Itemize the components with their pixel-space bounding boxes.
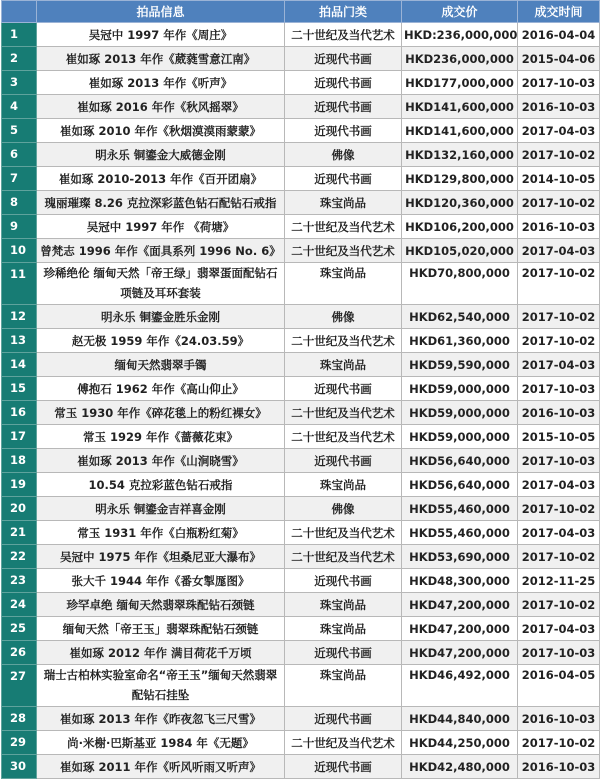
table-row [2,707,600,731]
header-rank [2,1,37,23]
lot-info-cell: 崔如琢 2010-2013 年作《百开团扇》 [37,167,285,191]
price-cell: HKD177,000,000 [402,71,518,95]
lot-info-cell: 吴冠中 1975 年作《坦桑尼亚大瀑布》 [37,545,285,569]
date-cell: 2017-10-02 [518,593,600,617]
rank-cell: 1 [2,23,37,47]
lot-info-cell: 缅甸天然翡翠手镯 [37,353,285,377]
rank-cell: 4 [2,95,37,119]
table-row [2,377,600,401]
category-cell: 近现代书画 [285,707,402,731]
lot-info-cell: 常玉 1929 年作《蔷薇花束》 [37,425,285,449]
date-cell: 2017-04-03 [518,521,600,545]
category-cell: 二十世纪及当代艺术 [285,215,402,239]
date-cell: 2014-10-05 [518,167,600,191]
lot-info-cell: 10.54 克拉彩蓝色钻石戒指 [37,473,285,497]
date-cell: 2017-04-03 [518,119,600,143]
category-cell: 二十世纪及当代艺术 [285,239,402,263]
lot-info-cell: 崔如琢 2016 年作《秋风摇翠》 [37,95,285,119]
rank-cell: 17 [2,425,37,449]
rank-cell: 3 [2,71,37,95]
rank-cell: 22 [2,545,37,569]
category-cell: 二十世纪及当代艺术 [285,545,402,569]
category-cell: 二十世纪及当代艺术 [285,521,402,545]
table-row [2,401,600,425]
table-row [2,641,600,665]
category-cell: 珠宝尚品 [285,191,402,215]
price-cell: HKD47,200,000 [402,641,518,665]
date-cell: 2015-10-05 [518,425,600,449]
lot-info-cell: 赵无极 1959 年作《24.03.59》 [37,329,285,353]
lot-info-cell: 缅甸天然「帝王玉」翡翠珠配钻石颈链 [37,617,285,641]
table-row [2,215,600,239]
table-row [2,425,600,449]
price-cell: HKD47,200,000 [402,617,518,641]
lot-info-cell: 傅抱石 1962 年作《高山仰止》 [37,377,285,401]
table-row [2,593,600,617]
lot-info-cell: 瑞士古柏林实验室命名“帝王玉”缅甸天然翡翠配钻石挂坠 [37,665,285,707]
table-row [2,473,600,497]
auction-results-table [1,0,600,779]
category-cell: 近现代书画 [285,449,402,473]
rank-cell: 13 [2,329,37,353]
table-row [2,353,600,377]
price-cell: HKD59,000,000 [402,425,518,449]
rank-cell: 9 [2,215,37,239]
lot-info-cell: 曾梵志 1996 年作《面具系列 1996 No. 6》 [37,239,285,263]
date-cell: 2016-10-03 [518,401,600,425]
price-cell: HKD120,360,000 [402,191,518,215]
category-cell: 二十世纪及当代艺术 [285,23,402,47]
table-row [2,329,600,353]
date-cell: 2017-10-02 [518,191,600,215]
table-row [2,521,600,545]
category-cell: 近现代书画 [285,755,402,779]
date-cell: 2017-10-03 [518,641,600,665]
category-cell: 二十世纪及当代艺术 [285,329,402,353]
rank-cell: 2 [2,47,37,71]
category-cell: 珠宝尚品 [285,593,402,617]
category-cell: 佛像 [285,497,402,521]
date-cell: 2016-10-03 [518,755,600,779]
header-date: 成交时间 [518,1,600,23]
category-cell: 二十世纪及当代艺术 [285,731,402,755]
rank-cell: 30 [2,755,37,779]
table-row [2,617,600,641]
rank-cell: 16 [2,401,37,425]
price-cell: HKD47,200,000 [402,593,518,617]
price-cell: HKD42,480,000 [402,755,518,779]
table-row [2,569,600,593]
date-cell: 2017-04-03 [518,617,600,641]
lot-info-cell: 明永乐 铜鎏金大威德金刚 [37,143,285,167]
category-cell: 近现代书画 [285,71,402,95]
table-row [2,665,600,707]
price-cell: HKD236,000,000 [402,47,518,71]
price-cell: HKD59,590,000 [402,353,518,377]
category-cell: 近现代书画 [285,47,402,71]
category-cell: 近现代书画 [285,119,402,143]
lot-info-cell: 崔如琢 2013 年作《山涧晓雪》 [37,449,285,473]
lot-info-cell: 珍稀绝伦 缅甸天然「帝王绿」翡翠蛋面配钻石项链及耳环套装 [37,263,285,305]
price-cell: HKD48,300,000 [402,569,518,593]
rank-cell: 15 [2,377,37,401]
lot-info-cell: 吴冠中 1997 年作《周庄》 [37,23,285,47]
table-row [2,119,600,143]
table-row [2,23,600,47]
rank-cell: 7 [2,167,37,191]
category-cell: 近现代书画 [285,569,402,593]
rank-cell: 8 [2,191,37,215]
lot-info-cell: 珍罕卓绝 缅甸天然翡翠珠配钻石颈链 [37,593,285,617]
rank-cell: 5 [2,119,37,143]
rank-cell: 24 [2,593,37,617]
price-cell: HKD55,460,000 [402,521,518,545]
table-row [2,239,600,263]
rank-cell: 18 [2,449,37,473]
date-cell: 2017-10-03 [518,377,600,401]
price-cell: HKD70,800,000 [402,263,518,305]
lot-info-cell: 崔如琢 2013 年作《昨夜忽飞三尺雪》 [37,707,285,731]
category-cell: 佛像 [285,143,402,167]
date-cell: 2017-10-02 [518,545,600,569]
lot-info-cell: 崔如琢 2011 年作《听风听雨又听声》 [37,755,285,779]
table-row [2,47,600,71]
price-cell: HKD62,540,000 [402,305,518,329]
price-cell: HKD:236,000,000 [402,23,518,47]
price-cell: HKD132,160,000 [402,143,518,167]
rank-cell: 28 [2,707,37,731]
lot-info-cell: 常玉 1931 年作《白瓶粉红菊》 [37,521,285,545]
rank-cell: 11 [2,263,37,305]
date-cell: 2016-04-04 [518,23,600,47]
price-cell: HKD141,600,000 [402,95,518,119]
lot-info-cell: 尚·米榭·巴斯基亚 1984 年《无题》 [37,731,285,755]
date-cell: 2017-04-03 [518,239,600,263]
category-cell: 二十世纪及当代艺术 [285,401,402,425]
category-cell: 珠宝尚品 [285,473,402,497]
rank-cell: 25 [2,617,37,641]
rank-cell: 21 [2,521,37,545]
category-cell: 珠宝尚品 [285,665,402,707]
lot-info-cell: 崔如琢 2013 年作《听声》 [37,71,285,95]
price-cell: HKD61,360,000 [402,329,518,353]
category-cell: 近现代书画 [285,641,402,665]
price-cell: HKD56,640,000 [402,473,518,497]
rank-cell: 12 [2,305,37,329]
date-cell: 2017-04-03 [518,473,600,497]
rank-cell: 26 [2,641,37,665]
rank-cell: 19 [2,473,37,497]
price-cell: HKD56,640,000 [402,449,518,473]
table-row [2,755,600,779]
lot-info-cell: 崔如琢 2010 年作《秋烟漠漠雨蒙蒙》 [37,119,285,143]
rank-cell: 23 [2,569,37,593]
price-cell: HKD55,460,000 [402,497,518,521]
price-cell: HKD44,840,000 [402,707,518,731]
lot-info-cell: 瑰丽璀璨 8.26 克拉深彩蓝色钻石配钻石戒指 [37,191,285,215]
lot-info-cell: 张大千 1944 年作《番女掣厖图》 [37,569,285,593]
table-row [2,731,600,755]
lot-info-cell: 明永乐 铜鎏金胜乐金刚 [37,305,285,329]
table-row [2,545,600,569]
date-cell: 2017-10-02 [518,329,600,353]
date-cell: 2017-04-03 [518,353,600,377]
date-cell: 2015-04-06 [518,47,600,71]
table-row [2,449,600,473]
date-cell: 2016-10-03 [518,215,600,239]
lot-info-cell: 崔如琢 2013 年作《葳蕤雪意江南》 [37,47,285,71]
table-row [2,71,600,95]
date-cell: 2017-10-02 [518,497,600,521]
rank-cell: 20 [2,497,37,521]
rank-cell: 10 [2,239,37,263]
date-cell: 2017-10-02 [518,263,600,305]
table-row [2,263,600,305]
date-cell: 2016-04-05 [518,665,600,707]
date-cell: 2017-10-02 [518,305,600,329]
date-cell: 2016-10-03 [518,707,600,731]
table-header-row [2,1,600,23]
price-cell: HKD46,492,000 [402,665,518,707]
category-cell: 近现代书画 [285,167,402,191]
date-cell: 2012-11-25 [518,569,600,593]
category-cell: 珠宝尚品 [285,263,402,305]
table-row [2,191,600,215]
table-row [2,95,600,119]
category-cell: 近现代书画 [285,377,402,401]
price-cell: HKD129,800,000 [402,167,518,191]
header-info: 拍品信息 [37,1,285,23]
table-row [2,305,600,329]
lot-info-cell: 明永乐 铜鎏金吉祥喜金刚 [37,497,285,521]
price-cell: HKD106,200,000 [402,215,518,239]
price-cell: HKD59,000,000 [402,401,518,425]
rank-cell: 29 [2,731,37,755]
lot-info-cell: 常玉 1930 年作《碎花毯上的粉红裸女》 [37,401,285,425]
category-cell: 珠宝尚品 [285,353,402,377]
rank-cell: 27 [2,665,37,707]
table-row [2,167,600,191]
price-cell: HKD59,000,000 [402,377,518,401]
category-cell: 佛像 [285,305,402,329]
rank-cell: 14 [2,353,37,377]
date-cell: 2017-10-02 [518,731,600,755]
category-cell: 近现代书画 [285,95,402,119]
date-cell: 2016-10-03 [518,95,600,119]
table-row [2,143,600,167]
header-category: 拍品门类 [285,1,402,23]
lot-info-cell: 吴冠中 1997 年作 《荷塘》 [37,215,285,239]
price-cell: HKD105,020,000 [402,239,518,263]
header-price: 成交价 [402,1,518,23]
price-cell: HKD53,690,000 [402,545,518,569]
lot-info-cell: 崔如琢 2012 年作 满目荷花千万顷 [37,641,285,665]
table-row [2,497,600,521]
date-cell: 2017-10-03 [518,71,600,95]
category-cell: 二十世纪及当代艺术 [285,425,402,449]
price-cell: HKD141,600,000 [402,119,518,143]
date-cell: 2017-10-02 [518,143,600,167]
rank-cell: 6 [2,143,37,167]
price-cell: HKD44,250,000 [402,731,518,755]
date-cell: 2017-10-03 [518,449,600,473]
category-cell: 珠宝尚品 [285,617,402,641]
